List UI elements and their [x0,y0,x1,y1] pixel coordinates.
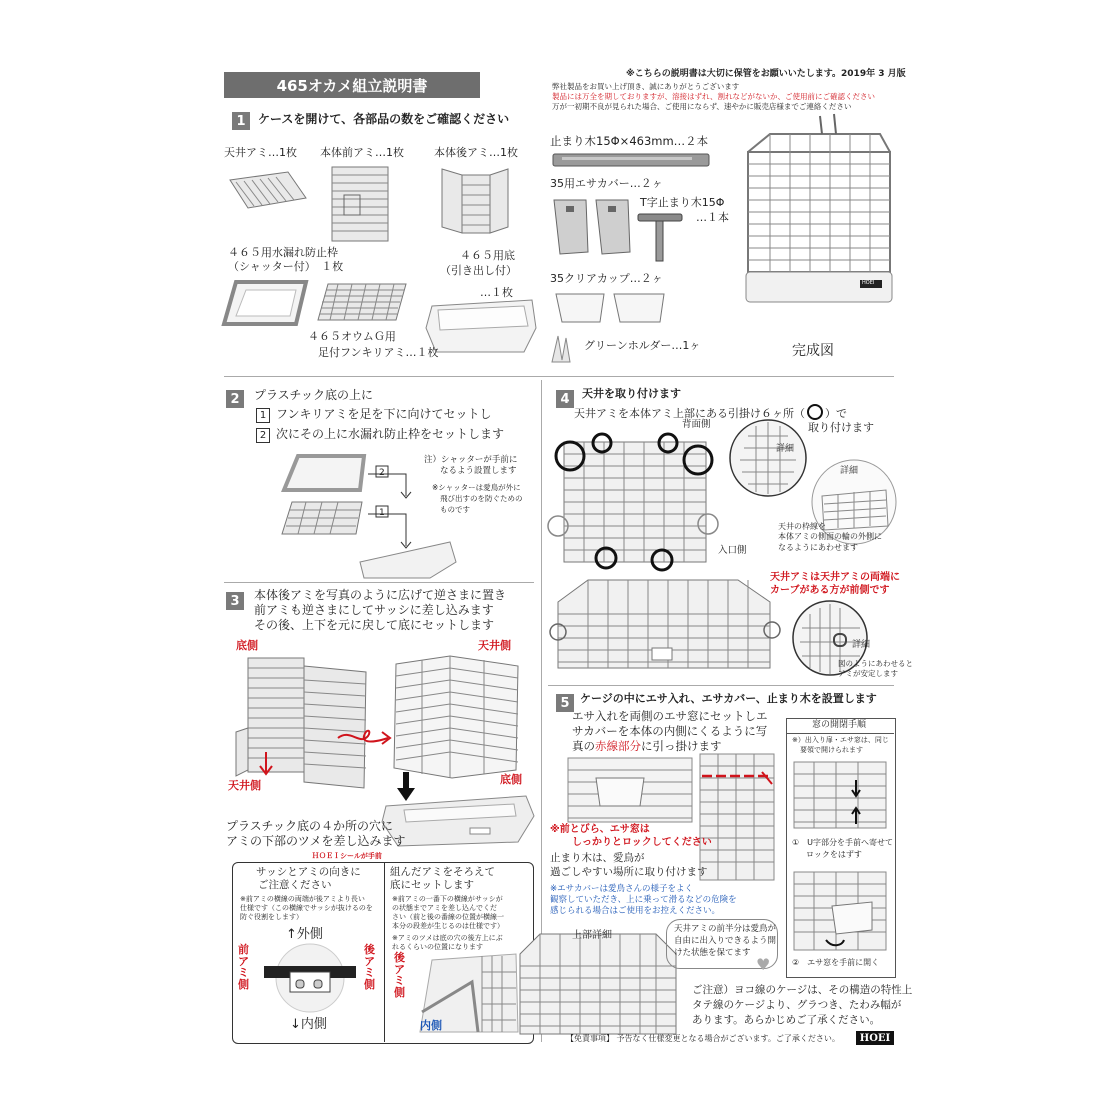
part-fun-label-1: ４６５オウムＧ用 [308,330,396,343]
detail3-note-2: アミが安定します [838,669,898,678]
soko-tray-image [424,298,540,356]
window-note-1: ※）出入り扉・エサ窓は、同じ [792,736,889,744]
window-step-1-image [792,760,888,830]
step-1-text-a: ① U字部分を手前へ寄せて [792,838,894,847]
back-net-side-label: 後アミ側 [364,943,375,991]
window-steps-header-line [786,733,894,734]
section-4-heading: 天井を取り付けます [582,387,681,400]
divider-1 [224,376,894,377]
note-line-4: 飛び出すのを防ぐための [440,494,523,503]
note-line-3: ※シャッターは愛鳥が外に [432,483,521,492]
waku-frame-image [222,280,308,326]
part-fun-label-2: 足付フンキリアミ…１枚 [318,346,439,359]
section-4-text-1a: 天井アミを本体アミ上部にある引掛け６ヶ所（ [574,407,805,420]
clear-cup-image [552,290,672,326]
caution-b-note-2: の状態までアミを差し込んでくだ [392,904,497,912]
warn-line-2: しっかりとロックしてください [572,837,712,848]
ushiro-net-image [440,165,510,237]
section-5-heading: ケージの中にエサ入れ、エサカバー、止まり木を設置します [580,692,877,705]
notice-line-3: 万が一初期不良が見られた場合、ご使用にならず、速やかに販売店様までご連絡ください [552,102,852,111]
cage-brand-plate: HOEI [862,280,875,286]
holder-label: グリーンホルダー…1ヶ [584,339,701,352]
bubble-line-1: 天井アミの前半分は愛鳥が [674,924,777,934]
detail-label-2: 詳細 [840,466,859,476]
soko-side-label: 底側 [236,639,258,652]
part-tenjou-label: 天井アミ…1枚 [224,146,297,159]
detail-note-3: なるようにあわせます [778,543,858,552]
section-3-number: 3 [226,592,244,610]
tenjou-side-label: 天井側 [478,639,511,652]
perch-note-2: 過ごしやすい場所に取り付けます [550,866,708,878]
section-4-text-1b: ）で [825,407,847,420]
caution-b-title-1: 組んだアミをそろえて [390,866,495,878]
t-perch-label-1: T字止まり木15Φ [640,196,725,209]
section-1-number: 1 [232,112,250,130]
note-line-1: 注）シャッターが手前に [424,455,518,465]
t-perch-image [636,210,686,266]
caution-b-note-3: さい（前と後の番線の位置が横線一 [392,913,504,921]
caution-b-title-2: 底にセットします [390,879,474,891]
sash-detail-image [256,942,364,1014]
step-2-box: 2 [256,428,270,443]
curve-note-1: 天井アミは天井アミの両端に [770,572,900,583]
label-2: 2 [379,468,385,478]
notice-main: ※こちらの説明書は大切に保管をお願いいたします。2019年 3 月版 [626,69,906,79]
roof-net-image [548,572,788,678]
completed-cage-image [740,112,900,310]
step-1-box: 1 [256,408,270,423]
section-5-text-1: エサ入れを両側のエサ窓にセットしエ [572,709,768,723]
caution-a-title-1: サッシとアミの向きに [256,866,361,878]
front-net-side-label: 前アミ側 [238,943,249,991]
section-5-red-part: 赤線部分 [595,739,641,753]
caution-box-divider [384,862,385,1042]
back-side-label: 背面側 [682,419,711,430]
outside-label: ↑外側 [286,927,323,942]
caution-b-note-5: ※アミのツメは底の穴の後方上にぶ [392,934,503,942]
caution-a-note-2: 仕様です（この横線でサッシが抜けるのを [240,904,373,912]
section-5-number: 5 [556,694,574,712]
entrance-label: 入口側 [718,545,747,556]
curve-note-2: カーブがある方が前側です [770,585,890,596]
feeder-window-image [566,756,694,824]
bottom-text-2: アミの下部のツメを差し込みます [226,834,406,848]
page-title: 465オカメ組立説明書 [224,72,480,98]
section-5-text-2: サカバーを本体の内側にくるように写 [572,724,768,738]
completed-label: 完成図 [792,343,834,359]
detail3-note-1: 図のようにあわせると [838,659,913,668]
detail-note-2: 本体アミの側面の輪の外側に [778,532,882,541]
caution-line-1: ご注意）ヨコ線のケージは、その構造の特性上 [692,984,913,996]
detail-circle-1-image [726,414,808,502]
section-2-number: 2 [226,390,244,408]
caution-line-3: あります。あらかじめご了承ください。 [692,1014,881,1026]
section-4-number: 4 [556,390,574,408]
section-3-text-2: 前アミも逆さまにしてサッシに差し込みます [254,603,494,617]
caution-a-title-2: ご注意ください [258,879,332,891]
cover-note-2: 観察していただき、上に乗って滑るなどの危険を [550,895,737,905]
caution-b-note-6: れるくらいの位置になります [392,943,483,951]
tenjou-side-label-2: 天井側 [228,779,261,792]
notice-line-1: 弊社製品をお買い上げ頂き、誠にありがとうございます [552,82,740,91]
divider-3 [548,685,894,686]
down-arrow-red [256,750,276,778]
detail-note-1: 天井の枠線を [778,522,826,531]
part-soko-label-2: （引き出し付） [440,264,517,277]
green-holder-image [548,332,576,366]
part-mae-label: 本体前アミ…1枚 [320,146,404,159]
soko-side-label-2: 底側 [500,773,522,786]
part-waku-label-2: （シャッター付） １枚 [228,260,344,273]
section-5-text-3a: 真の [572,739,595,753]
note-line-2: なるよう設置します [440,466,517,476]
window-steps-title: 窓の開閉手順 [812,720,867,730]
caution-b-note-1: ※前アミの一番下の横線がサッシが [392,895,503,903]
mae-net-image [330,165,392,245]
seal-note: ＨＯＥＩシールが手前 [312,852,382,860]
caution-line-2: タテ線のケージより、グラつき、たわみ幅が [692,999,902,1011]
top-detail-label: 上部詳細 [572,930,612,941]
window-note-2: 要領で開けられます [800,746,863,754]
back-net-side-label-2: 後アミ側 [394,951,405,999]
perch-note-1: 止まり木は、愛鳥が [550,852,645,864]
roof-attach-image [550,430,730,570]
esa-cover-label: 35用エサカバー…２ヶ [550,177,663,190]
esa-cover-image [550,196,640,258]
notice-line-2: 製品には万全を期しておりますが、溶接はずれ、割れなどがないか、ご使用前にご確認ください [552,92,875,101]
step-1-text-b: ロックをはずす [806,850,862,859]
part-soko-label-1: ４６５用底 [460,249,515,262]
section-2-step-2 [256,428,504,443]
t-perch-label-2: …１本 [696,211,729,224]
cup-label: 35クリアカップ…２ヶ [550,272,663,285]
section-5-text-3b: に引っ掛けます [641,739,722,753]
disclaimer-text: 予告なく仕様変更となる場合がございます。ご了承ください。 [616,1034,840,1043]
part-soko-label-3: …１枚 [480,286,513,299]
bubble-line-2: 自由に出入りできるよう開 [674,936,777,946]
inside-label-2: 内側 [420,1019,442,1032]
disclaimer-label: 【免責事項】 [566,1034,614,1043]
section-1-heading: ケースを開けて、各部品の数をご確認ください [258,112,510,126]
bottom-text-1: プラスチック底の４か所の穴に [226,819,394,833]
hook-circle-icon [807,404,823,420]
divider-2 [224,582,534,583]
section-3-text-3: その後、上下を元に戻して底にセットします [254,618,495,632]
section-4-text-2: 取り付けます [808,421,874,434]
brand-logo: HOEI [856,1031,894,1045]
window-step-2-image [792,870,888,952]
label-1: 1 [379,508,385,518]
cover-note-1: ※エサカバーは愛鳥さんの様子をよく [550,884,693,894]
detail-label-1: 詳細 [776,444,795,454]
red-line-detail-image [698,752,776,882]
note-line-5: ものです [440,505,470,514]
step-2-text: 次にその上に水漏れ防止枠をセットします [276,427,505,441]
step-2-text: ② エサ窓を手前に開く [792,958,880,967]
assembled-upside-down-image [386,650,528,780]
perch-image [552,152,712,168]
section-3-text-1: 本体後アミを写真のように広げて逆さまに置き [254,588,507,602]
disclaimer [566,1034,840,1043]
section-2-heading: プラスチック底の上に [254,388,374,402]
bubble-line-3: けた状態を保てます [674,948,751,958]
cover-note-3: 感じられる場合はご使用をお控えください。 [550,906,721,916]
inside-label: ↓内側 [290,1017,327,1032]
part-ushiro-label: 本体後アミ…1枚 [434,146,518,159]
funkiri-net-image [316,280,408,326]
warn-line-1: ※前とびら、エサ窓は [550,824,650,835]
section-2-step-1 [256,408,492,423]
step-1-text: フンキリアミを足を下に向けてセットし [276,407,492,421]
caution-a-note-3: 防ぐ役割をします） [240,913,303,921]
detail-label-3: 詳細 [852,640,871,650]
heart-icon: ♥ [756,955,771,974]
tenjou-net-image [228,170,308,210]
caution-a-note-1: ※前アミの横線の両端が後アミより長い [240,895,365,903]
part-waku-label-1: ４６５用水漏れ防止枠 [228,246,338,259]
perch-label: 止まり木15Φ×463mm…２本 [550,134,709,148]
caution-b-note-4: 本分の段差が生じるのは仕様です） [392,922,504,930]
red-curl-arrow [336,724,392,748]
